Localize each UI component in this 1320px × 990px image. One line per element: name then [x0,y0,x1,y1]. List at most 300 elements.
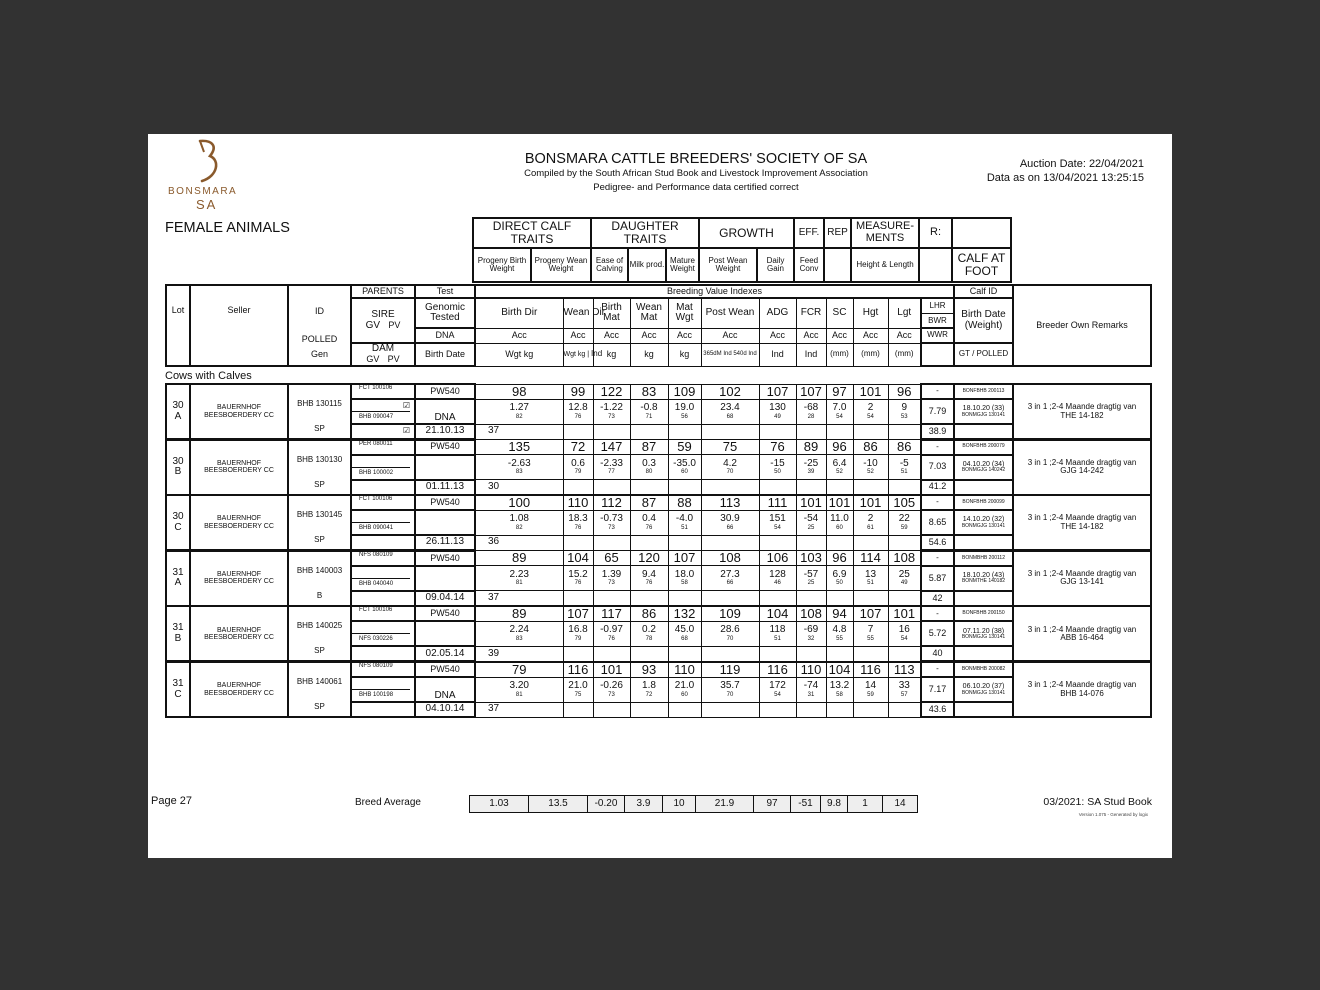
ebv-value [759,455,796,480]
sire [351,551,415,566]
breed-average-value: 13.5 [529,796,588,813]
unit-kg-3: kg [668,343,701,366]
seller [190,495,288,550]
checkbox-checked-icon [352,511,410,522]
acc: 51 [774,635,781,642]
breed-average-table [469,795,918,813]
post-wean-weight: Post Wean Weight [699,248,757,282]
acc: 58 [681,580,688,587]
ebv-value [888,621,921,646]
ebv-value [475,566,563,591]
ebv-value [668,621,701,646]
remarks-line1: 3 in 1 ;2-4 Maande dragtig van [1027,457,1137,467]
ebv-value [593,399,630,424]
index-value: 109 [701,606,759,621]
acc: 60 [681,469,688,476]
parents-mid [351,621,415,646]
test-code: PW540 [415,662,475,677]
col-calf-id: Calf ID [954,285,1013,298]
ebv: 4.8 [832,624,847,636]
dna-tested [415,510,475,535]
ebv-value [593,455,630,480]
calf-sire: BONMGJG 130141 [961,522,1006,529]
acc: 82 [515,413,523,420]
animal-id-text: BHB 130130 [296,454,343,464]
ebv-value [888,677,921,702]
lot [166,440,190,495]
ebv: 16 [898,624,910,636]
acc: 54 [774,691,781,698]
calf-sire: BONMGJG 130141 [961,633,1006,640]
index-value: 65 [593,551,630,566]
animal-id-text: BHB 140061 [296,677,343,686]
lot [166,551,190,606]
index-value: 104 [563,551,593,566]
ebv: 18.0 [674,568,695,580]
animal-gen: SP [314,646,325,656]
parents-mid [351,455,415,480]
ebv: 0.6 [571,457,585,469]
remarks [1013,662,1151,717]
calf-details [954,566,1013,591]
calf-birthdate: 18.10.20 (43) [962,572,1005,579]
section-title: FEMALE ANIMALS [165,220,290,236]
calf-sire: BONMGJG 130141 [961,689,1006,696]
index-value: 119 [701,662,759,677]
empty-cell [563,424,593,439]
bvi-bottom: 36 [475,535,563,550]
progeny-wean-weight: Progeny Wean Weight [531,248,591,282]
col-sire-gv: GV [365,319,381,331]
acc-11: Acc [888,328,921,343]
empty-cell [563,535,593,550]
index-value: 96 [888,384,921,399]
col-test: Test [415,285,475,298]
dam-id: BHB 040040 [352,578,410,590]
calf-id: BONFBHB 200099 [954,495,1013,510]
unit-ind-fcr: Ind [796,343,826,366]
empty-cell [826,646,853,661]
empty-cell [888,535,921,550]
unit-mm-sc: (mm) [826,343,853,366]
remarks-line1: 3 in 1 ;2-4 Maande dragtig van [1027,402,1137,412]
lot [166,662,190,717]
wwr-value: 43.6 [921,702,954,717]
ebv-value [888,566,921,591]
empty-cell [563,646,593,661]
test-code: PW540 [415,551,475,566]
unit-ind2: Ind [723,351,732,358]
bvi-bottom: 39 [475,646,563,661]
ebv: 27.3 [720,568,740,580]
empty-cell [563,591,593,606]
empty-cell [563,702,593,717]
ebv-value [796,510,826,535]
empty-cell [668,535,701,550]
parents-mid [351,399,415,424]
ebv-value [668,566,701,591]
calf-details [954,510,1013,535]
milk-prod: Milk prod. [628,248,666,282]
empty-cell [630,424,668,439]
ebv-value [826,677,853,702]
test-code: PW540 [415,440,475,455]
acc-6: Acc [701,328,759,343]
ebv-value [668,399,701,424]
breed-average-value: 1.03 [470,796,529,813]
empty-cell [888,702,921,717]
empty-cell [796,480,826,495]
ebv-value [888,510,921,535]
breed-average-value: -0.20 [588,796,625,813]
ebv-value [563,510,593,535]
acc-9: Acc [826,328,853,343]
seller-name: BAUERNHOF [217,515,261,523]
ebv: 2.23 [509,568,529,580]
ebv: 3.20 [509,680,529,692]
wwr-value: 38.9 [921,424,954,439]
ebv-value [826,399,853,424]
ebv: -68 [803,402,819,414]
index-value: 112 [593,495,630,510]
index-value: 132 [668,606,701,621]
empty-cell [796,646,826,661]
acc: 70 [726,691,734,698]
rep: REP [824,218,851,248]
empty-cell [668,424,701,439]
empty-cell [853,702,888,717]
empty-cell [593,535,630,550]
index-value: 120 [630,551,668,566]
acc: 79 [574,469,582,476]
ebv-value [826,621,853,646]
ebv: 1.08 [509,513,529,525]
seller-name-2: BEESBOERDERY CC [204,689,274,697]
acc: 68 [726,413,734,420]
subtitle-compiled: Compiled by the South African Stud Book and Livestock Improvement Association [524,168,868,179]
seller-name: BAUERNHOF [217,404,261,412]
acc: 51 [867,580,874,587]
col-sire-pv: PV [388,319,401,330]
data-as-on: Data as on 13/04/2021 13:25:15 [986,172,1144,184]
empty-cell [593,646,630,661]
acc: 54 [836,413,843,420]
checkbox-checked-icon [352,622,410,633]
acc-1: Acc [475,328,563,343]
empty-cell [759,646,796,661]
wwr-value: 54.6 [921,535,954,550]
index-value: 111 [759,495,796,510]
remarks-line1: 3 in 1 ;2-4 Maande dragtig van [1027,680,1137,690]
unit-540d: 540d Ind [733,351,757,358]
empty-cell [701,535,759,550]
acc: 32 [807,635,815,642]
version-text: Version 1.075 - Generated by logix [1078,812,1148,817]
empty-cell [630,646,668,661]
animal-id [288,495,351,550]
remarks-line2: BHB 14-076 [1060,688,1104,698]
empty-cell [853,480,888,495]
bvi-bottom: 37 [475,424,563,439]
acc: 72 [645,691,653,698]
lhr-value: - [921,440,954,455]
index-value: 110 [796,662,826,677]
ebv: 2 [867,402,874,414]
birth-date: 09.04.14 [415,591,475,606]
acc: 78 [645,635,653,642]
empty-cell [593,424,630,439]
empty-cell [826,424,853,439]
ebv-value [563,399,593,424]
acc: 52 [867,469,874,476]
index-value: 101 [853,384,888,399]
index-value: 96 [826,440,853,455]
unit-ind: Ind [591,349,603,359]
animal-row [165,383,1152,440]
col-matwgt: Mat Wgt [668,298,701,328]
acc: 59 [900,524,908,531]
ebv-value [796,399,826,424]
ebv: -0.8 [640,402,658,414]
empty-cell [826,480,853,495]
dam-tick [351,535,415,550]
lot-letter: C [174,521,182,533]
sire [351,495,415,510]
col-dam: DAM [371,343,395,354]
acc-3: Acc [593,328,630,343]
empty-cell [630,480,668,495]
animal-gen: SP [314,535,325,545]
acc: 73 [608,524,615,531]
ebv: -57 [803,568,819,580]
index-value: 59 [668,440,701,455]
r-label: R: [919,218,952,248]
col-dam-pv: PV [387,353,400,364]
seller [190,606,288,661]
direct-calf-traits: DIRECT CALF TRAITS [473,218,591,248]
sire-id: NFS 080109 [359,663,393,669]
sire-id: FCT 100106 [359,385,393,391]
breed-average-label: Breed Average [355,797,421,808]
index-value: 101 [826,495,853,510]
remarks-line1: 3 in 1 ;2-4 Maande dragtig van [1027,513,1137,523]
dam-tick [351,646,415,661]
bwr-value: 7.17 [921,677,954,702]
index-value: 110 [563,495,593,510]
ebv: 14 [864,680,877,692]
lot-letter: C [174,688,182,700]
index-value: 79 [475,662,563,677]
breed-average-value: 21.9 [696,796,754,813]
index-value: 107 [853,606,888,621]
acc: 54 [867,413,874,420]
birth-date: 02.05.14 [415,646,475,661]
dam-tick [351,702,415,717]
seller-name-2: BEESBOERDERY CC [204,633,274,641]
calf-birthdate: 06.10.20 (37) [962,683,1005,691]
calf-sire: BONMGJG 130141 [961,411,1006,418]
calf-at-foot: CALF AT FOOT [952,248,1011,282]
unit-kg-1: kg [593,343,630,366]
dna-tested: DNA [415,399,475,424]
empty-cell [759,535,796,550]
index-value: 72 [563,440,593,455]
empty-cell [668,646,701,661]
lot-number: 30 [172,400,184,411]
remarks-line2: THE 14-182 [1060,410,1104,420]
col-genomic: Genomic Tested [415,298,475,328]
ebv: 33 [898,680,910,692]
wwr-value: 40 [921,646,954,661]
sire [351,440,415,455]
checkbox-checked-icon: ☑ [402,401,410,410]
ebv-value [826,566,853,591]
ebv-value [475,455,563,480]
empty-cell [593,591,630,606]
seller-name-2: BEESBOERDERY CC [204,522,274,530]
ebv: 0.2 [642,624,656,636]
empty-cell [563,480,593,495]
calf-id: BONFBHB 200113 [954,384,1013,399]
acc: 66 [726,524,734,531]
unit-365dm: 365dM [703,351,722,358]
calf-id: BONMBHB 200082 [954,662,1013,677]
acc-2: Acc [563,328,593,343]
empty-cell [668,480,701,495]
sire [351,606,415,621]
animal-id [288,606,351,661]
remarks-line1: 3 in 1 ;2-4 Maande dragtig van [1027,568,1137,578]
breed-average-value: 14 [883,796,918,813]
wwr-value: 41.2 [921,480,954,495]
animal-row [165,494,1152,551]
ebv: 12.8 [568,402,588,414]
index-value: 108 [888,551,921,566]
acc-7: Acc [759,328,796,343]
calf-details [954,621,1013,646]
remarks [1013,440,1151,495]
unit-mm-lgt: (mm) [888,343,921,366]
acc-10: Acc [853,328,888,343]
animal-id [288,384,351,439]
seller-name: BAUERNHOF [217,626,261,634]
ebv-value [630,455,668,480]
index-value: 108 [701,551,759,566]
animal-row [165,439,1152,496]
ebv-value [759,677,796,702]
ebv-value [593,566,630,591]
ebv: 7.0 [832,402,847,414]
index-value: 104 [759,606,796,621]
acc: 79 [574,635,582,642]
acc: 53 [900,413,908,420]
sire-id: PER 080011 [359,440,393,447]
test-code: PW540 [415,495,475,510]
sire-id: FCT 100106 [359,607,393,614]
index-value: 101 [853,495,888,510]
acc: 75 [574,691,582,698]
ebv: -25 [803,457,819,469]
seller [190,551,288,606]
acc: 80 [645,469,653,476]
ebv: 2.24 [509,624,529,636]
empty-cell [759,424,796,439]
ebv: -0.97 [600,624,623,636]
acc: 55 [867,635,874,642]
wwr-value: 42 [921,591,954,606]
index-value: 83 [630,384,668,399]
acc: 50 [774,469,781,476]
calf-gt [954,702,1013,717]
empty-cell [796,535,826,550]
seller [190,384,288,439]
animal-gen: SP [314,702,325,711]
animal-id [288,662,351,717]
index-value: 94 [826,606,853,621]
page-number: Page 27 [151,795,192,807]
acc: 76 [608,635,615,642]
calf-birthdate: 18.10.20 (33) [962,405,1005,413]
ebv: -0.26 [600,680,623,692]
index-value: 109 [668,384,701,399]
remarks [1013,606,1151,661]
dam-tick [351,591,415,606]
lhr-value: - [921,384,954,399]
acc: 59 [867,691,874,698]
remarks [1013,551,1151,606]
ebv: 6.9 [832,568,847,580]
col-wwr: WWR [921,328,954,343]
ebv-value [593,677,630,702]
test-code: PW540 [415,606,475,621]
ebv: 16.8 [568,624,588,636]
ebv: 19.0 [674,402,695,414]
bwr-value: 8.65 [921,510,954,535]
index-value: 75 [701,440,759,455]
breed-average-value: 3.9 [625,796,663,813]
index-value: 89 [475,551,563,566]
sire [351,662,415,677]
auction-date: Auction Date: 22/04/2021 [1019,158,1144,170]
index-value: 101 [796,495,826,510]
ebv: -1.22 [600,402,623,414]
col-sc: SC [826,298,853,328]
ebv-value [668,455,701,480]
ebv-value [853,677,888,702]
col-parents: PARENTS [351,285,415,298]
ebv-value [563,566,593,591]
daughter-traits: DAUGHTER TRAITS [591,218,699,248]
ebv-value [759,621,796,646]
index-value: 117 [593,606,630,621]
ebv: 45.0 [674,624,695,636]
ebv: 172 [769,680,786,692]
acc: 25 [807,580,815,587]
acc: 46 [774,580,781,587]
sire [351,384,415,399]
remarks [1013,384,1151,439]
ebv: 22 [898,513,910,525]
ebv: 9.4 [642,568,656,580]
ebv-value [630,510,668,535]
lot-number: 31 [172,566,184,578]
acc: 25 [807,524,815,531]
acc: 51 [681,524,688,531]
col-dam-gv: GV [366,353,380,364]
acc: 50 [836,580,843,587]
animal-id-text: BHB 140025 [296,621,343,631]
remarks-line2: GJG 13-141 [1060,577,1104,587]
